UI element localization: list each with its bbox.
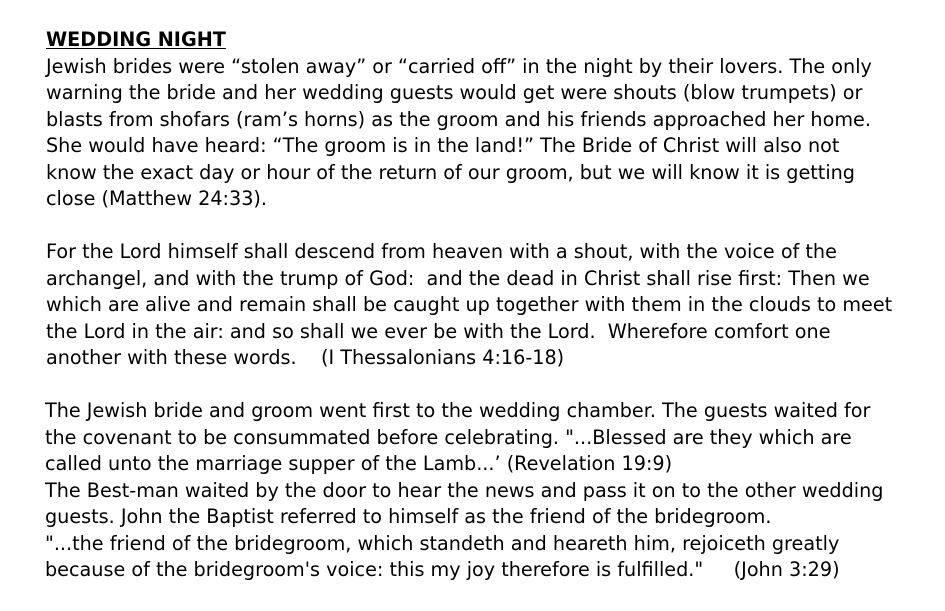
text-line: blasts from shofars (ram’s horns) as the groom and his friends approached her home.: [46, 107, 871, 131]
text-line: the covenant to be consummated before celebrating. "...Blessed are they which are: [45, 425, 852, 449]
paragraph-scripture-thessalonians: [46, 239, 926, 372]
document-title: WEDDING NIGHT: [46, 28, 226, 51]
paragraph-wedding-custom: [46, 54, 926, 213]
text-line: The Jewish bride and groom went first to the wedding chamber. The guests waited for: [45, 399, 871, 422]
paragraph-spacer: [46, 372, 926, 399]
text-line: guests. John the Baptist referred to himself as the friend of the bridegroom.: [45, 505, 772, 528]
text-line: know the exact day or hour of the return of our groom, but we will know it is getting: [46, 160, 855, 184]
text-line: For the Lord himself shall descend from heaven with a shout, with the voice of the: [46, 240, 837, 263]
text-line: another with these words. (I Thessalonians 4:16-18): [46, 346, 565, 369]
text-line: "...the friend of the bridegroom, which standeth and heareth him, rejoiceth greatly: [45, 531, 840, 555]
text-line: Jewish brides were “stolen away” or “carried off” in the night by their lovers. The only: [46, 54, 872, 78]
text-line: archangel, and with the trump of God: and the dead in Christ shall rise first: Then we: [46, 266, 870, 290]
text-line: She would have heard: “The groom is in the land!” The Bride of Christ will also not: [46, 134, 840, 157]
text-line: called unto the marriage supper of the Lamb...’ (Revelation 19:9): [45, 452, 673, 475]
document-body: [46, 27, 926, 584]
paragraph-spacer: [46, 213, 926, 240]
paragraph-wedding-chamber: [45, 398, 926, 584]
text-line: close (Matthew 24:33).: [46, 187, 268, 210]
text-line: the Lord in the air: and so shall we ever be with the Lord. Wherefore comfort one: [46, 319, 831, 343]
text-line: because of the bridegroom's voice: this my joy therefore is fulfilled." (John 3:29): [45, 558, 840, 581]
text-line: The Best-man waited by the door to hear the news and pass it on to the other wedding: [45, 478, 884, 502]
text-line: which are alive and remain shall be caught up together with them in the clouds to meet: [46, 293, 893, 316]
text-line: warning the bride and her wedding guests would get were shouts (blow trumpets) or: [46, 81, 863, 104]
